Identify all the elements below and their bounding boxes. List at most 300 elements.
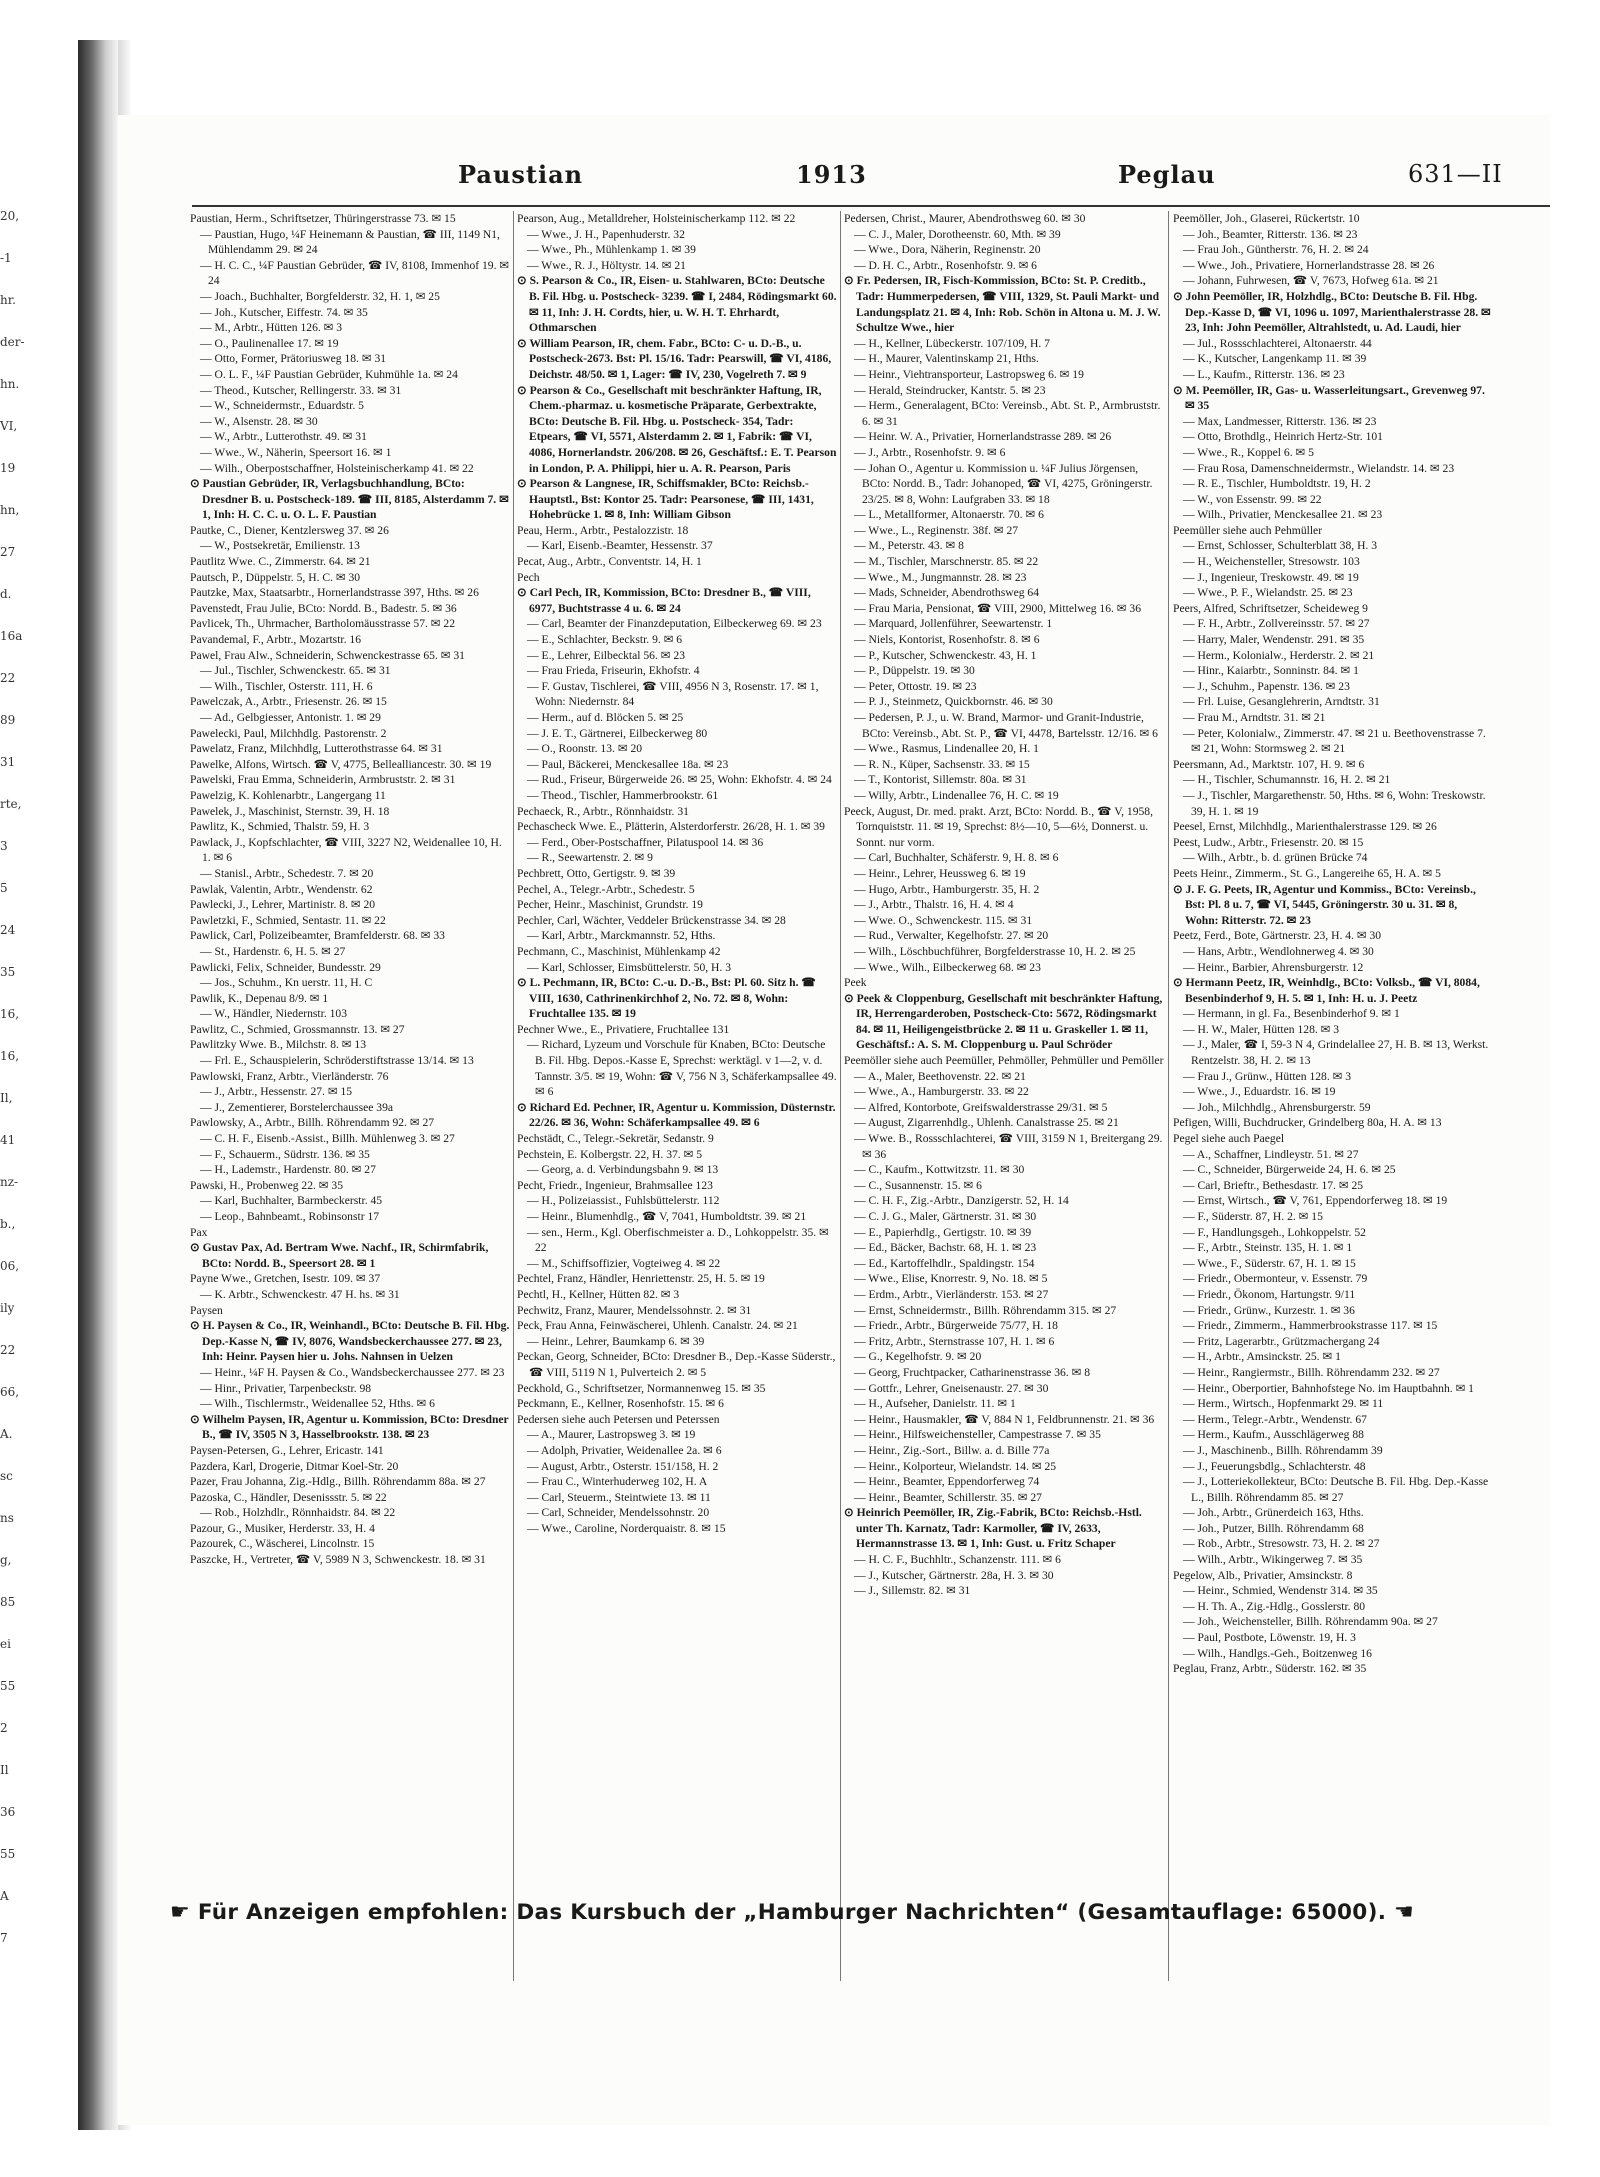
directory-entry: Pazoska, C., Händler, Desenissstr. 5. ✉ 22 [190,1490,387,1504]
facing-page-fragment: hn. [0,377,20,391]
directory-entry: — Erdm., Arbtr., Vierländerstr. 153. ✉ 27 [854,1287,1049,1301]
directory-entry: Pechtl, H., Kellner, Hütten 82. ✉ 3 [517,1287,680,1301]
directory-entry: Peck, Frau Anna, Feinwäscherei, Uhlenh. Canalstr. 24. ✉ 21 [517,1319,798,1333]
directory-entry: — Joh., Putzer, Billh. Röhrendamm 68 [1183,1521,1364,1535]
directory-entry: — Wwe. B., Rossschlachterei, ☎ VIII, 3159 N 1, Breitergang 29. ✉ 36 [854,1132,1163,1161]
directory-entry: — Wwe., P. F., Wielandstr. 25. ✉ 23 [1183,586,1353,600]
directory-entry: — Georg, a. d. Verbindungsbahn 9. ✉ 13 [527,1163,719,1177]
directory-entry: — Wwe., Dora, Näherin, Reginenstr. 20 [854,243,1041,257]
directory-entry: Pechler, Carl, Wächter, Veddeler Brückenstrasse 34. ✉ 28 [517,913,786,927]
directory-entry: Peetz, Ferd., Bote, Gärtnerstr. 23, H. 4. ✉ 30 [1173,929,1382,943]
directory-entry: — Friedr., Obermonteur, v. Essenstr. 79 [1183,1272,1368,1286]
directory-entry: Peesel, Ernst, Milchhdlg., Marienthalerstrasse 129. ✉ 26 [1173,820,1437,834]
directory-entry: ⊙ Pearson & Langnese, IR, Schiffsmakler, BCto: Reichsb.-Hauptstl., Bst: Kontor 25. Tadr: Pearsonese, ☎ III, 1431, Hohebrücke 1. ✉ 8, Inh: William Gibson [517,477,814,522]
directory-entry: — H. C. C., ¼F Paustian Gebrüder, ☎ IV, 8108, Immenhof 19. ✉ 24 [200,258,510,288]
facing-page-fragment: 85 [0,1595,16,1609]
directory-entry: — M., Arbtr., Hütten 126. ✉ 3 [200,321,343,335]
directory-entry: Peckmann, E., Kellner, Rosenhofstr. 15. ✉ 6 [517,1397,724,1411]
facing-page-fragment: 20, [0,209,20,223]
directory-entry: — Joh., Kutscher, Eiffestr. 74. ✉ 35 [200,305,368,319]
directory-entry: Pecht, Friedr., Ingenieur, Brahmsallee 123 [517,1178,713,1192]
facing-page-fragment: 55 [0,1679,16,1693]
directory-entry: Pawski, H., Probenweg 22. ✉ 35 [190,1178,344,1192]
directory-entry: Peeck, August, Dr. med. prakt. Arzt, BCto: Nordd. B., ☎ V, 1958, Tornquiststr. 11. ✉ 19, Sprechst: 8½—10, 5—6½, Donnerst. u. Sonnt. nur vorm. [844,804,1153,849]
directory-entry: Pecat, Aug., Arbtr., Conventstr. 14, H. 1 [517,555,702,569]
directory-entry: — Wwe., J., Eduardstr. 16. ✉ 19 [1183,1085,1336,1099]
directory-entry: Pawelzig, K. Kohlenarbtr., Langergang 11 [190,788,386,802]
directory-entry: Peckhold, G., Schriftsetzer, Normannenweg 15. ✉ 35 [517,1381,766,1395]
header-year: 1913 [796,160,867,189]
directory-entry: — Wilh., Arbtr., b. d. grünen Brücke 74 [1183,851,1368,865]
facing-page-fragment: Il [0,1763,9,1777]
facing-page-fragment: ei [0,1637,11,1651]
directory-entry: — J., Feuerungsbdlg., Schlachterstr. 48 [1183,1459,1366,1473]
directory-entry: — Herm., auf d. Blöcken 5. ✉ 25 [527,711,684,724]
directory-entry: — Georg, Fruchtpacker, Catharinenstrasse 36. ✉ 8 [854,1365,1091,1379]
directory-entry: — J. E. T., Gärtnerei, Eilbeckerweg 80 [527,726,708,740]
directory-entry: ⊙ Paustian Gebrüder, IR, Verlagsbuchhandlung, BCto: Dresdner B. u. Postscheck-189. ☎ III, 8185, Alsterdamm 7. ✉ 1, Inh: H. C. C. u. O. L. F. Paustian [190,477,509,522]
directory-entry: — Otto, Former, Prätoriusweg 18. ✉ 31 [200,352,387,366]
directory-entry: — Herm., Kolonialw., Herderstr. 2. ✉ 21 [1183,648,1375,662]
directory-entry: — J., Sillemstr. 82. ✉ 31 [854,1584,971,1598]
directory-entry: — O. L. F., ¼F Paustian Gebrüder, Kuhmühle 1a. ✉ 24 [200,367,458,381]
directory-entry: ⊙ Hermann Peetz, IR, Weinhdlg., BCto: Volksb., ☎ VI, 8084, Besenbinderhof 9, H. 5. ✉ 1, Inh: H. u. J. Peetz [1173,976,1480,1005]
directory-entry: Pawelek, J., Maschinist, Sternstr. 39, H. 18 [190,804,390,818]
directory-entry: — H., Arbtr., Amsinckstr. 25. ✉ 1 [1183,1350,1341,1364]
directory-entry: Pechstein, E. Kolbergstr. 22, H. 37. ✉ 5 [517,1147,703,1161]
directory-entry: — Karl, Arbtr., Marckmannstr. 52, Hths. [527,929,716,943]
directory-entry: — Heinr., Hilfsweichensteller, Campestrasse 7. ✉ 35 [854,1428,1101,1442]
directory-entry: Paszcke, H., Vertreter, ☎ V, 5989 N 3, Schwenckestr. 18. ✉ 31 [190,1553,486,1567]
directory-entry: — H., Maurer, Valentinskamp 21, Hths. [854,352,1039,366]
directory-entry: Peemöller siehe auch Peemüller, Pehmöller, Pehmüller und Pemöller [844,1054,1164,1068]
directory-entry: — C. J. G., Maler, Gärtnerstr. 31. ✉ 30 [854,1210,1037,1223]
directory-entry: — Carl, Brieftr., Bethesdastr. 17. ✉ 25 [1183,1178,1364,1192]
directory-entry: — Wwe., Rasmus, Lindenallee 20, H. 1 [854,742,1039,756]
directory-entry: Peers, Alfred, Schriftsetzer, Scheideweg 9 [1173,601,1368,615]
directory-entry: — Joh., Weichensteller, Billh. Röhrendamm 90a. ✉ 27 [1183,1615,1438,1629]
facing-page-fragment: hn, [0,503,20,517]
directory-entry: — P. J., Steinmetz, Quickbornstr. 46. ✉ 30 [854,695,1053,709]
directory-entry: Pecher, Heinr., Maschinist, Grundstr. 19 [517,898,703,912]
facing-page-fragment: 89 [0,713,16,727]
directory-entry: — Wilh., Privatier, Menckesallee 21. ✉ 23 [1183,508,1383,522]
directory-entry: — Paustian, Hugo, ¼F Heinemann & Paustian, ☎ III, 1149 N1, Mühlendamm 29. ✉ 24 [200,227,500,257]
directory-entry: — H., Weichensteller, Stresowstr. 103 [1183,555,1360,569]
directory-entry: Pawelczak, A., Arbtr., Friesenstr. 26. ✉ 15 [190,695,387,709]
directory-entry: — H., Aufseher, Danielstr. 11. ✉ 1 [854,1397,1016,1411]
directory-entry: Peemüller siehe auch Pehmüller [1173,523,1323,537]
directory-entry: — Heinr., Beamter, Schillerstr. 35. ✉ 27 [854,1490,1042,1504]
directory-entry: — K., Kutscher, Langenkamp 11. ✉ 39 [1183,352,1367,366]
directory-entry: Pefigen, Willi, Buchdrucker, Grindelberg 80a, H. A. ✉ 13 [1173,1116,1442,1130]
directory-entry: — Stanisl., Arbtr., Schedestr. 7. ✉ 20 [200,866,374,880]
directory-entry: — sen., Herm., Kgl. Oberfischmeister a. D., Lohkoppelstr. 35. ✉ 22 [527,1225,829,1255]
header-last-name: Peglau [1118,160,1216,189]
directory-entry: Peets Heinr., Zimmerm., St. G., Langereihe 65, H. A. ✉ 5 [1173,866,1441,880]
directory-entry: — Karl, Buchhalter, Barmbeckerstr. 45 [200,1194,383,1208]
directory-entry: ⊙ S. Pearson & Co., IR, Eisen- u. Stahlwaren, BCto: Deutsche B. Fil. Hbg. u. Postscheck- 3239. ☎ I, 2484, Rödingsmarkt 60. ✉ 11, Inh: J. H. Cordts, hier, u. W. H. T. Ehrhardt, Othmarschen [517,274,837,335]
facing-page-fragment: A [0,1889,9,1903]
directory-entry: Pawel, Frau Alw., Schneiderin, Schwenckestrasse 65. ✉ 31 [190,648,465,662]
directory-entry: — Wwe. O., Schwenckestr. 115. ✉ 31 [854,913,1033,927]
directory-entry: Paysen [190,1303,223,1317]
facing-page-fragment: A. [0,1427,13,1441]
directory-entry: — Herm., Generalagent, BCto: Vereinsb., Abt. St. P., Armbruststr. 6. ✉ 31 [854,399,1161,428]
directory-entry: — P., Kutscher, Schwenckestr. 43, H. 1 [854,648,1037,662]
directory-entry: — Hans, Arbtr., Wendlohnerweg 4. ✉ 30 [1183,944,1374,958]
facing-page-fragment: ily [0,1301,15,1315]
directory-entry: Pazour, G., Musiker, Herderstr. 33, H. 4 [190,1521,375,1535]
directory-entry: ⊙ William Pearson, IR, chem. Fabr., BCto: C- u. D.-B., u. Postscheck-2673. Bst: Pl. 15/16. Tadr: Pearswill, ☎ VI, 4186, Deichstr. 48/50. ✉ 1, Lager: ☎ IV, 230, Vogelreth 7. ✉ 9 [517,336,832,381]
directory-entry: — G., Kegelhofstr. 9. ✉ 20 [854,1350,982,1364]
directory-entry: — Ernst, Wirtsch., ☎ V, 761, Eppendorferweg 18. ✉ 19 [1183,1194,1448,1208]
column-2 [517,211,837,1981]
directory-entry: Pazourek, C., Wäscherei, Lincolnstr. 15 [190,1537,375,1551]
directory-entry: — H. Th. A., Zig.-Hdlg., Gosslerstr. 80 [1183,1599,1366,1613]
directory-entry: Pawlitz, K., Schmied, Thalstr. 59, H. 3 [190,820,370,834]
directory-entry: — J., Maler, ☎ I, 59-3 N 4, Grindelallee 27, H. B. ✉ 13, Werkst. Rentzelstr. 38, H. 2. ✉ 13 [1183,1038,1489,1068]
directory-entry: — F., Süderstr. 87, H. 2. ✉ 15 [1183,1210,1323,1223]
column-4 [1173,211,1493,1981]
directory-entry: — Peter, Kolonialw., Zimmerstr. 47. ✉ 21 u. Beethovenstrasse 7. ✉ 21, Wohn: Stormsweg 2. ✉ 21 [1183,726,1486,756]
directory-entry: — W., Alsenstr. 28. ✉ 30 [200,414,318,428]
column-divider [513,211,514,1981]
book-binding-shadow [78,40,118,2130]
directory-entry: — J., Arbtr., Hessenstr. 27. ✉ 15 [200,1085,353,1099]
directory-entry: — Friedr., Grünw., Kurzestr. 1. ✉ 36 [1183,1303,1355,1317]
directory-entry: — W., Schneidermstr., Eduardstr. 5 [200,399,364,413]
entry-columns [190,211,1495,1981]
facing-page-fragment: hr. [0,293,16,307]
directory-entry: — Frau M., Arndtstr. 31. ✉ 21 [1183,711,1326,724]
directory-entry: — Hinr., Kaiarbtr., Sonninstr. 84. ✉ 1 [1183,664,1359,678]
directory-entry: — Frau J., Grünw., Hütten 128. ✉ 3 [1183,1069,1352,1083]
directory-entry: Pearson, Aug., Metalldreher, Holsteinischerkamp 112. ✉ 22 [517,212,796,225]
facing-page-fragment: d. [0,587,12,601]
directory-entry: — Hinr., Privatier, Tarpenbeckstr. 98 [200,1381,372,1395]
directory-entry: — Hermann, in gl. Fa., Besenbinderhof 9. ✉ 1 [1183,1007,1400,1021]
directory-entry: — Wwe., R., Koppel 6. ✉ 5 [1183,445,1314,459]
directory-entry: — O., Paulinenallee 17. ✉ 19 [200,336,339,350]
directory-entry: — F. Gustav, Tischlerei, ☎ VIII, 4956 N 3, Rosenstr. 17. ✉ 1, Wohn: Niedernstr. 84 [527,679,819,709]
directory-entry: — J., Lotteriekollekteur, BCto: Deutsche B. Fil. Hbg. Dep.-Kasse L., Billh. Röhrendamm 85. ✉ 27 [1183,1475,1489,1504]
directory-entry: Pautsch, P., Düppelstr. 5, H. C. ✉ 30 [190,570,361,584]
directory-entry: Paustian, Herm., Schriftsetzer, Thüringerstrasse 73. ✉ 15 [190,212,456,225]
directory-entry: — C., Susannenstr. 15. ✉ 6 [854,1178,982,1192]
facing-page-fragment: nz- [0,1175,19,1189]
facing-page-fragment: 22 [0,1343,16,1357]
directory-entry: Pechmann, C., Maschinist, Mühlenkamp 42 [517,944,721,958]
facing-page-fragment: 2 [0,1721,8,1735]
facing-page-fragment: b., [0,1217,16,1231]
directory-entry: Pechtel, Franz, Händler, Henriettenstr. 25, H. 5. ✉ 19 [517,1272,765,1286]
directory-entry: Paysen-Petersen, G., Lehrer, Ericastr. 141 [190,1443,384,1457]
directory-entry: — Heinr., Kolporteur, Wielandstr. 14. ✉ 25 [854,1459,1057,1473]
directory-entry: — F., Arbtr., Steinstr. 135, H. 1. ✉ 1 [1183,1241,1353,1255]
directory-entry: — J., Zementierer, Borstelerchaussee 39a [200,1100,394,1114]
directory-entry: — Frau Frieda, Friseurin, Ekhofstr. 4 [527,664,700,678]
directory-entry: — Wwe., L., Reginenstr. 38f. ✉ 27 [854,523,1019,537]
directory-entry: — L., Kaufm., Ritterstr. 136. ✉ 23 [1183,367,1345,381]
directory-entry: — Wwe., A., Hamburgerstr. 33. ✉ 22 [854,1085,1029,1099]
facing-page-fragment: VI, [0,419,18,433]
pointing-hand-icon: ☚ [1393,1900,1414,1925]
directory-entry: — Otto, Brothdlg., Heinrich Hertz-Str. 101 [1183,430,1383,444]
directory-entry: — W., Postsekretär, Emilienstr. 13 [200,539,360,553]
directory-entry: — Frau Rosa, Damenschneidermstr., Wielandstr. 14. ✉ 23 [1183,461,1455,475]
directory-entry: — Wwe., Ph., Mühlenkamp 1. ✉ 39 [527,243,696,257]
directory-entry: — Jos., Schuhm., Kn uerstr. 11, H. C [200,976,373,990]
directory-entry: — R., Seewartenstr. 2. ✉ 9 [527,851,653,865]
directory-entry: ⊙ Carl Pech, IR, Kommission, BCto: Dresdner B., ☎ VIII, 6977, Buchtstrasse 4 u. 6. ✉ 24 [517,586,811,615]
directory-entry: — Wwe., Caroline, Norderquaistr. 8. ✉ 15 [527,1521,726,1535]
directory-entry: — Ferd., Ober-Postschaffner, Pilatuspool 14. ✉ 36 [527,835,764,849]
directory-entry: — Rud., Verwalter, Kegelhofstr. 27. ✉ 20 [854,929,1049,943]
directory-entry: — Wwe., M., Jungmannstr. 28. ✉ 23 [854,570,1027,584]
directory-entry: — J., Arbtr., Rosenhofstr. 9. ✉ 6 [854,445,1006,459]
directory-entry: Pautzke, Max, Staatsarbtr., Hornerlandstrasse 397, Hths. ✉ 26 [190,586,479,600]
directory-entry: Peersmann, Ad., Marktstr. 107, H. 9. ✉ 6 [1173,757,1365,771]
directory-entry: — C. J., Maler, Dorotheenstr. 60, Mth. ✉ 39 [854,227,1061,241]
directory-entry: Pawelecki, Paul, Milchhdlg. Pastorenstr. 2 [190,726,387,740]
directory-entry: — Wilh., Tischler, Osterstr. 111, H. 6 [200,679,373,693]
directory-entry: — Wwe., Joh., Privatiere, Hornerlandstrasse 28. ✉ 26 [1183,258,1435,272]
directory-entry: — Wwe., Elise, Knorrestr. 9, No. 18. ✉ 5 [854,1272,1048,1286]
directory-entry: ⊙ Gustav Pax, Ad. Bertram Wwe. Nachf., IR, Schirmfabrik, BCto: Nordd. B., Speersort 28. ✉ 1 [190,1241,489,1270]
directory-entry: — C. H. F., Zig.-Arbtr., Danzigerstr. 52, H. 14 [854,1194,1069,1208]
directory-entry: — J., Maschinenb., Billh. Röhrendamm 39 [1183,1443,1383,1457]
directory-entry: Payne Wwe., Gretchen, Isestr. 109. ✉ 37 [190,1272,381,1286]
facing-page-fragment: 35 [0,965,16,979]
directory-page [118,115,1550,2125]
directory-entry: Pawlowsky, A., Arbtr., Billh. Röhrendamm 92. ✉ 27 [190,1116,435,1130]
directory-entry: ⊙ Peek & Cloppenburg, Gesellschaft mit beschränkter Haftung, IR, Herrengarderoben, Postscheck-Cto: 5672, Rödingsmarkt 84. ✉ 11, Heiligengeistbrücke 2. ✉ 11 u. Graskeller 1. ✉ 11, Geschäftsf.: A. S. M. Cloppenburg u. Paul Schröder [844,991,1163,1052]
directory-entry: — J., Schuhm., Papenstr. 136. ✉ 23 [1183,679,1350,693]
facing-page-fragment: g, [0,1553,12,1567]
directory-entry: — Ernst, Schneidermstr., Billh. Röhrendamm 315. ✉ 27 [854,1303,1117,1317]
directory-entry: — Johann, Fuhrwesen, ☎ V, 7673, Hofweg 61a. ✉ 21 [1183,274,1439,288]
directory-entry: — Herm., Wirtsch., Hopfenmarkt 29. ✉ 11 [1183,1397,1384,1411]
directory-entry: ⊙ Wilhelm Paysen, IR, Agentur u. Kommission, BCto: Dresdner B., ☎ IV, 3505 N 3, Hasselbrookstr. 138. ✉ 23 [190,1412,509,1442]
directory-entry: — Joh., Arbtr., Grünerdeich 163, Hths. [1183,1506,1364,1520]
directory-entry: ⊙ Pearson & Co., Gesellschaft mit beschränkter Haftung, IR, Chem.-pharmaz. u. kosmetische Präparate, Gerbextrakte, BCto: Deutsche B. Fil. Hbg. u. Postscheck- 354, Tadr: Etpears, ☎ VI, 5571, Alsterdamm 2. ✉ 1, Fabrik: ☎ VI, 4086, Hornerlandstr. 206/208. ✉ 26, Geschäftsf.: E. T. Pearson in London, P. A. Philippi, hier u. A. R. Pearson, Paris [517,383,837,475]
directory-entry: ⊙ John Peemöller, IR, Holzhdlg., BCto: Deutsche B. Fil. Hbg. Dep.-Kasse D, ☎ VI, 1096 u. 1097, Marienthalerstrasse 28. ✉ 23, Inh: John Peemöller, Altrahlstedt, u. Ad. Laudi, hier [1173,289,1491,335]
directory-entry: Pazdera, Karl, Drogerie, Ditmar Koel-Str. 20 [190,1459,399,1473]
header-rule [192,205,1550,207]
facing-page-fragment: ns [0,1511,14,1525]
directory-entry: Pawletzki, F., Schmied, Sentastr. 11. ✉ 22 [190,913,386,927]
facing-page-fragment: 16, [0,1049,20,1063]
directory-entry: Pechbrett, Otto, Gertigstr. 9. ✉ 39 [517,866,676,880]
directory-entry: — Heinr., Schmied, Wendenstr 314. ✉ 35 [1183,1584,1378,1598]
directory-entry: — W., Arbtr., Lutterothstr. 49. ✉ 31 [200,430,367,444]
facing-page-fragment: 16, [0,1007,20,1021]
directory-entry: — Wilh., Handlgs.-Geh., Boitzenweg 16 [1183,1646,1372,1660]
directory-entry: — Ernst, Schlosser, Schulterblatt 38, H. 3 [1183,539,1378,553]
directory-entry: Pavandemal, F., Arbtr., Mozartstr. 16 [190,633,362,647]
directory-entry: — Wwe., F., Süderstr. 67, H. 1. ✉ 15 [1183,1256,1356,1270]
page-number: 631—II [1408,160,1503,188]
facing-page-fragment: 36 [0,1805,16,1819]
directory-entry: — E., Papierhdlg., Gertigstr. 10. ✉ 39 [854,1225,1032,1239]
directory-entry: ⊙ L. Pechmann, IR, BCto: C.-u. D.-B., Bst: Pl. 60. Sitz h. ☎ VIII, 1630, Cathrinenkirchhof 2, No. 72. ✉ 8, Wohn: Fruchtallee 135. ✉ 19 [517,976,816,1021]
directory-entry: — H., Lademstr., Hardenstr. 80. ✉ 27 [200,1163,376,1177]
facing-page-fragment: 3 [0,839,8,853]
directory-entry: — C., Schneider, Bürgerweide 24, H. 6. ✉ 25 [1183,1163,1396,1177]
facing-page-fragment: 31 [0,755,16,769]
directory-entry: ⊙ Richard Ed. Pechner, IR, Agentur u. Kommission, Düsternstr. 22/26. ✉ 36, Wohn: Schäferkampsallee 49. ✉ 6 [517,1100,836,1130]
column-divider [840,211,841,1981]
facing-page-fragment: 19 [0,461,16,475]
directory-entry: — H., Tischler, Schumannstr. 16, H. 2. ✉ 21 [1183,773,1391,787]
directory-entry: — M., Schiffsoffizier, Vogteiweg 4. ✉ 22 [527,1256,721,1270]
directory-entry: Pawlak, Valentin, Arbtr., Wendenstr. 62 [190,882,373,896]
directory-entry: Pedersen, Christ., Maurer, Abendrothsweg 60. ✉ 30 [844,212,1086,225]
directory-entry: — Wilh., Arbtr., Wikingerweg 7. ✉ 35 [1183,1553,1363,1567]
directory-entry: Pawlitzky Wwe. B., Milchstr. 8. ✉ 13 [190,1038,366,1052]
directory-entry: Pechstädt, C., Telegr.-Sekretär, Sedanstr. 9 [517,1132,714,1146]
directory-entry: — Adolph, Privatier, Weidenallee 2a. ✉ 6 [527,1443,722,1457]
directory-entry: Pawelke, Alfons, Wirtsch. ☎ V, 4775, Bellealliancestr. 30. ✉ 19 [190,757,492,771]
directory-entry: Peau, Herm., Arbtr., Pestalozzistr. 18 [517,523,689,537]
directory-entry: — Friedr., Ökonom, Hartungstr. 9/11 [1183,1287,1356,1301]
directory-entry: — Heinr., Rangiermstr., Billh. Röhrendamm 232. ✉ 27 [1183,1365,1440,1379]
directory-entry: Pawlitz, C., Schmied, Grossmannstr. 13. ✉ 27 [190,1022,405,1036]
directory-entry: — H. W., Maler, Hütten 128. ✉ 3 [1183,1022,1340,1036]
directory-entry: ⊙ M. Peemöller, IR, Gas- u. Wasserleitungsart., Grevenweg 97. ✉ 35 [1173,383,1485,413]
directory-entry: Pechner Wwe., E., Privatiere, Fruchtallee 131 [517,1022,730,1036]
directory-entry: — Carl, Buchhalter, Schäferstr. 9, H. 8. ✉ 6 [854,851,1059,865]
directory-entry: Pedersen siehe auch Petersen und Peterssen [517,1412,720,1426]
directory-entry: — Harry, Maler, Wendenstr. 291. ✉ 35 [1183,633,1365,647]
directory-entry: — Heinr., Beamter, Eppendorferweg 74 [854,1475,1040,1489]
directory-entry: Pawlowski, Franz, Arbtr., Vierländerstr. 76 [190,1069,389,1083]
directory-entry: — K. Arbtr., Schwenckestr. 47 H. hs. ✉ 31 [200,1287,400,1301]
facing-page-fragment: 41 [0,1133,16,1147]
directory-entry: Pechaeck, R., Arbtr., Rönnhaidstr. 31 [517,804,689,818]
directory-entry: — Ad., Gelbgiesser, Antonistr. 1. ✉ 29 [200,711,381,724]
directory-entry: Pawlack, J., Kopfschlachter, ☎ VIII, 3227 N2, Weidenallee 10, H. 1. ✉ 6 [190,835,502,865]
directory-entry: — C., Kaufm., Kottwitzstr. 11. ✉ 30 [854,1163,1025,1177]
directory-entry: — H., Polizeiassist., Fuhlsbüttelerstr. 112 [527,1194,720,1208]
directory-entry: — August, Arbtr., Osterstr. 151/158, H. 2 [527,1459,719,1473]
advertisement-footer [170,1900,1430,1925]
directory-entry: ⊙ Fr. Pedersen, IR, Fisch-Kommission, BCto: St. P. Creditb., Tadr: Hummerpedersen, ☎ VIII, 1329, St. Pauli Markt- und Landungsplatz 21. ✉ 4, Inh: Rob. Schön in Altona u. M. J. W. Schultze Wwe., hier [844,274,1161,335]
directory-entry: — W., Händler, Niedernstr. 103 [200,1007,348,1021]
directory-entry: — J., Ingenieur, Treskowstr. 49. ✉ 19 [1183,570,1359,584]
directory-entry: — Rud., Friseur, Bürgerweide 26. ✉ 25, Wohn: Ekhofstr. 4. ✉ 24 [527,773,832,787]
column-divider [1168,211,1169,1981]
directory-entry: — A., Schaffner, Lindleystr. 51. ✉ 27 [1183,1147,1359,1161]
directory-entry: Pawlecki, J., Lehrer, Martinistr. 8. ✉ 20 [190,898,376,912]
facing-page-fragment: 66, [0,1385,20,1399]
directory-entry: — Wilh., Löschbuchführer, Borgfelderstrasse 10, H. 2. ✉ 25 [854,944,1136,958]
directory-entry: — Mads, Schneider, Abendrothsweg 64 [854,586,1040,600]
facing-page-fragment: 16a [0,629,23,643]
directory-entry: — Joh., Milchhdlg., Ahrensburgerstr. 59 [1183,1100,1371,1114]
directory-entry: — Heinr., Lehrer, Heussweg 6. ✉ 19 [854,866,1026,880]
directory-entry: — A., Maurer, Lastropsweg 3. ✉ 19 [527,1428,696,1442]
directory-entry: — Frl. Luise, Gesanglehrerin, Arndtstr. 31 [1183,695,1380,709]
facing-page-fragment: sc [0,1469,13,1483]
directory-entry: — Joh., Beamter, Ritterstr. 136. ✉ 23 [1183,227,1358,241]
directory-entry: — Heinr., Lehrer, Baumkamp 6. ✉ 39 [527,1334,705,1348]
directory-entry: Pawlicki, Felix, Schneider, Bundesstr. 29 [190,960,381,974]
facing-page-fragment: -1 [0,251,12,265]
facing-page-fragment: 55 [0,1847,16,1861]
facing-page-fragment: Il, [0,1091,13,1105]
directory-entry: Peglau, Franz, Arbtr., Süderstr. 162. ✉ 35 [1173,1662,1367,1676]
column-1 [190,211,510,1981]
directory-entry: — Fritz, Arbtr., Sternstrasse 107, H. 1. ✉ 6 [854,1334,1055,1348]
directory-entry: Peckan, Georg, Schneider, BCto: Dresdner B., Dep.-Kasse Süderstr., ☎ VIII, 5119 N 1, Pulverteich 2. ✉ 5 [517,1350,836,1379]
directory-entry: Pavenstedt, Frau Julie, BCto: Nordd. B., Badestr. 5. ✉ 36 [190,601,457,615]
directory-entry: — R. N., Küper, Sachsenstr. 33. ✉ 15 [854,757,1030,771]
directory-entry: — Niels, Kontorist, Rosenhofstr. 8. ✉ 6 [854,633,1040,647]
directory-entry: Pechascheck Wwe. E., Plätterin, Alsterdorferstr. 26/28, H. 1. ✉ 39 [517,820,825,834]
facing-page-fragment: 06, [0,1259,20,1273]
directory-entry: — Jul., Tischler, Schwenckestr. 65. ✉ 31 [200,664,391,678]
footer-text: Für Anzeigen empfohlen: Das Kursbuch der „Hamburger Nachrichten“ (Gesamtauflage: 65000). [197,1900,1387,1925]
facing-page-fragment: 24 [0,923,16,937]
directory-entry: ⊙ H. Paysen & Co., IR, Weinhandl., BCto: Deutsche B. Fil. Hbg. Dep.-Kasse N, ☎ IV, 8076, Wandsbeckerchaussee 277. ✉ 23, Inh: Heinr. Paysen hier u. Johs. Nahnsen in Uelzen [190,1319,510,1364]
directory-entry: — Frl. E., Schauspielerin, Schröderstiftstrasse 13/14. ✉ 13 [200,1054,474,1068]
column-3 [844,211,1164,1981]
directory-entry: — Rob., Arbtr., Stresowstr. 73, H. 2. ✉ 27 [1183,1537,1380,1551]
directory-entry: — Heinr., Viehtransporteur, Lastropsweg 6. ✉ 19 [854,367,1084,381]
directory-entry: — W., von Essenstr. 99. ✉ 22 [1183,492,1322,506]
directory-entry: — Alfred, Kontorbote, Greifswalderstrasse 29/31. ✉ 5 [854,1100,1108,1114]
directory-entry: — Max, Landmesser, Ritterstr. 136. ✉ 23 [1183,414,1377,428]
directory-entry: — Heinr., ¼F H. Paysen & Co., Wandsbeckerchaussee 277. ✉ 23 [200,1365,505,1379]
directory-entry: — Wwe., J. H., Papenhuderstr. 32 [527,227,685,241]
directory-entry: Pawelatz, Franz, Milchhdlg, Lutterothstrasse 64. ✉ 31 [190,742,443,756]
directory-entry: Pegelow, Alb., Privatier, Amsinckstr. 8 [1173,1568,1353,1582]
directory-entry: Peek [844,976,867,990]
directory-entry: Peemöller, Joh., Glaserei, Rückertstr. 10 [1173,212,1360,225]
directory-entry: ⊙ Heinrich Peemöller, IR, Zig.-Fabrik, BCto: Reichsb.-Hstl. unter Th. Karnatz, Tadr: Karmoller, ☎ IV, 2633, Hermannstrasse 13. ✉ 1, Inh: Gust. u. Fritz Schaper [844,1506,1142,1551]
directory-entry: — R. E., Tischler, Humboldtstr. 19, H. 2 [1183,477,1371,491]
directory-entry: — Ed., Bäcker, Bachstr. 68, H. 1. ✉ 23 [854,1241,1037,1255]
facing-page-fragment: 22 [0,671,16,685]
directory-entry: — Peter, Ottostr. 19. ✉ 23 [854,679,977,693]
directory-entry: ⊙ J. F. G. Peets, IR, Agentur und Kommiss., BCto: Vereinsb., Bst: Pl. 8 u. 7, ☎ VI, 5445, Gröningerstr. 30 u. 31. ✉ 8, Wohn: Ritterstr. 72. ✉ 23 [1173,882,1476,927]
directory-entry: — Wwe., Wilh., Eilbeckerweg 68. ✉ 23 [854,960,1041,974]
directory-entry: Pawlik, K., Depenau 8/9. ✉ 1 [190,991,329,1005]
directory-entry: — T., Kontorist, Sillemstr. 80a. ✉ 31 [854,773,1027,787]
directory-entry: — Karl, Eisenb.-Beamter, Hessenstr. 37 [527,539,713,553]
directory-entry: — A., Maler, Beethovenstr. 22. ✉ 21 [854,1069,1026,1083]
directory-entry: — Herm., Telegr.-Arbtr., Wendenstr. 67 [1183,1412,1367,1426]
directory-entry: — F., Schauerm., Südrstr. 136. ✉ 35 [200,1147,370,1161]
directory-entry: — Ed., Kartoffelhdlr., Spaldingstr. 154 [854,1256,1035,1270]
directory-entry: Pazer, Frau Johanna, Zig.-Hdlg., Billh. Röhrendamm 88a. ✉ 27 [190,1475,486,1489]
directory-entry: — Fritz, Lagerarbtr., Grützmachergang 24 [1183,1334,1380,1348]
directory-entry: — F. H., Arbtr., Zollvereinsstr. 57. ✉ 27 [1183,617,1370,631]
directory-entry: — Heinr., Hausmakler, ☎ V, 884 N 1, Feldbrunnenstr. 21. ✉ 36 [854,1412,1155,1426]
directory-entry: Pech [517,570,540,584]
directory-entry: — Frau Joh., Güntherstr. 76, H. 2. ✉ 24 [1183,243,1369,257]
directory-entry: Pegel siehe auch Paegel [1173,1132,1285,1146]
directory-entry: — D. H. C., Arbtr., Rosenhofstr. 9. ✉ 6 [854,258,1037,272]
directory-entry: — Friedr., Zimmerm., Hammerbrookstrasse 117. ✉ 15 [1183,1319,1438,1333]
directory-entry: — J., Arbtr., Thalstr. 16, H. 4. ✉ 4 [854,898,1014,912]
header-first-name: Paustian [458,160,584,189]
directory-entry: Pautlitz Wwe. C., Zimmerstr. 64. ✉ 21 [190,555,371,569]
directory-entry: — Gottfr., Lehrer, Gneisenaustr. 27. ✉ 30 [854,1381,1049,1395]
directory-entry: Pechwitz, Franz, Maurer, Mendelssohnstr. 2. ✉ 31 [517,1303,752,1317]
